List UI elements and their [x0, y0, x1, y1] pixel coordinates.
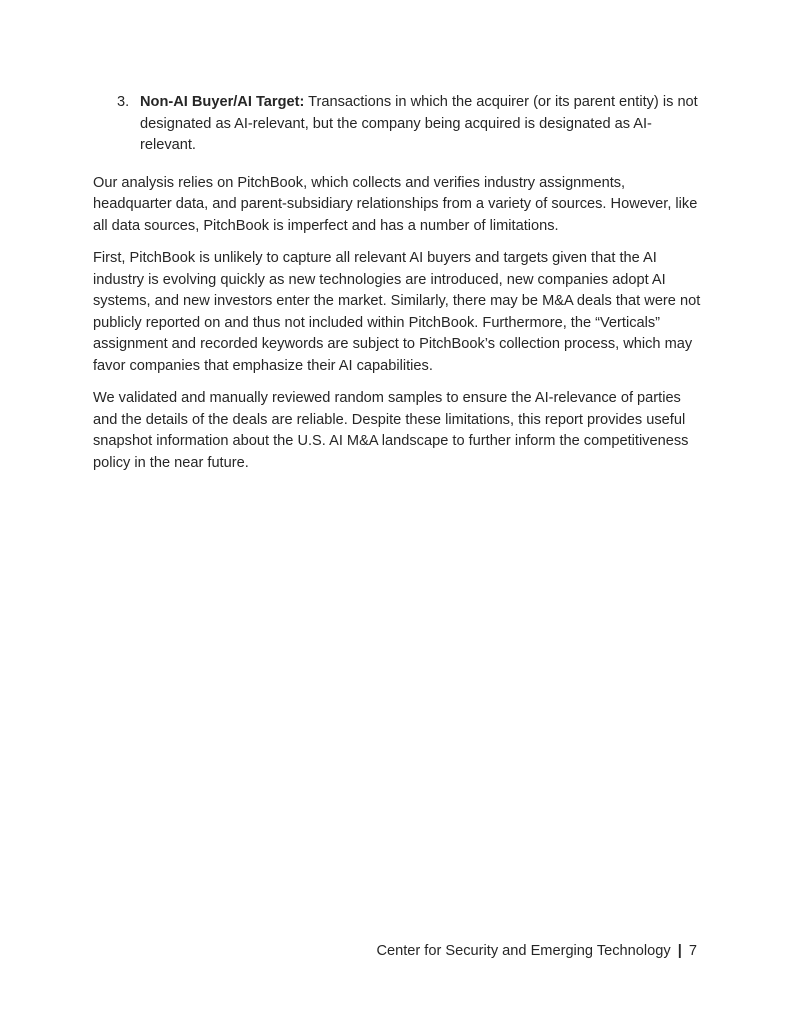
footer-separator: | [677, 943, 682, 959]
page-content [93, 92, 703, 485]
footer-organization: Center for Security and Emerging Technology [376, 943, 671, 959]
page-number: 7 [688, 943, 697, 959]
list-term: Non-AI Buyer/AI Target: [140, 94, 305, 110]
paragraph-limitations: First, PitchBook is unlikely to capture all relevant AI buyers and targets given that the AI industry is evolving quickly as new technologies are introduced, new companies adopt AI systems, and new investors enter the market. Similarly, there may be M&A deals that were not publicly reported on and thus not included within PitchBook. Furthermore, the “Verticals” assignment and recorded keywords are subject to PitchBook’s collection process, which may favor companies that emphasize their AI capabilities. [93, 250, 701, 374]
list-text: Transactions in which the acquirer (or its parent entity) is not designated as AI-relevant, but the company being acquired is designated as AI-relevant. [140, 94, 698, 153]
paragraph-data-source: Our analysis relies on PitchBook, which collects and verifies industry assignments, headquarter data, and parent-subsidiary relationships from a variety of sources. However, like all data sources, PitchBook is imperfect and has a number of limitations. [93, 174, 698, 234]
list-item [93, 92, 703, 157]
page-footer [376, 941, 697, 961]
list-number: 3. [117, 94, 130, 110]
paragraph-validation: We validated and manually reviewed random samples to ensure the AI-relevance of parties and the details of the deals are reliable. Despite these limitations, this report provides useful snapshot information about the U.S. AI M&A landscape to further inform the competitiveness policy in the near future. [93, 390, 689, 471]
